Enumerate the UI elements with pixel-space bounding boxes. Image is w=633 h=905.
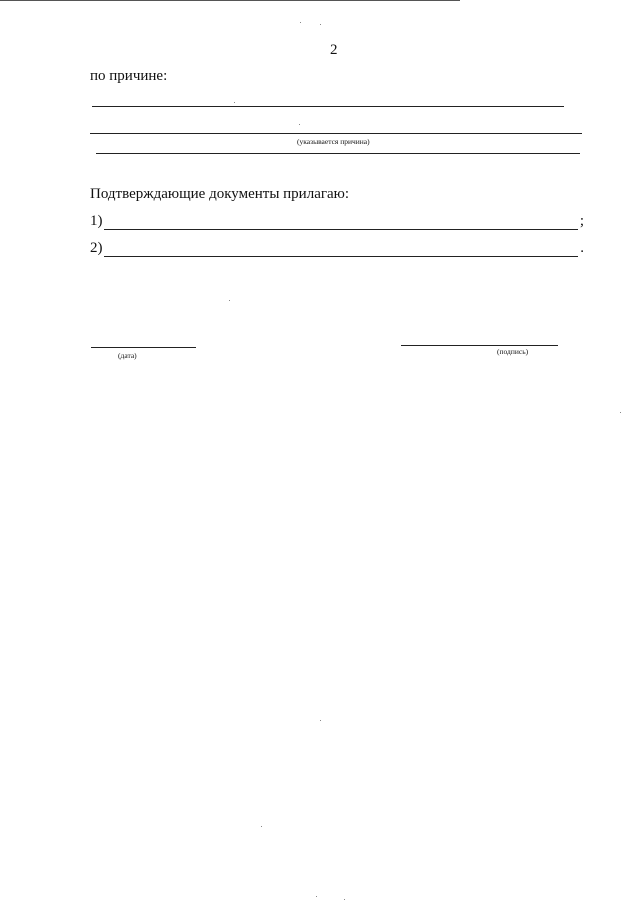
reason-label: по причине: xyxy=(90,68,168,84)
scan-speck xyxy=(320,720,321,721)
reason-caption: (указывается причина) xyxy=(297,137,370,146)
scan-speck xyxy=(299,124,300,125)
reason-blank-line xyxy=(90,133,582,134)
scan-speck xyxy=(229,300,230,301)
documents-heading: Подтверждающие документы прилагаю: xyxy=(90,186,350,202)
signature-caption: (подпись) xyxy=(497,347,529,356)
page-number: 2 xyxy=(330,42,338,58)
signature-blank-line xyxy=(401,345,558,346)
scan-speck xyxy=(234,102,235,103)
scan-speck xyxy=(320,24,321,25)
scan-top-edge xyxy=(0,0,460,1)
document-item-number: 1) xyxy=(90,213,103,229)
date-blank-line xyxy=(91,347,196,348)
document-item xyxy=(90,213,584,233)
document-item-number: 2) xyxy=(90,240,103,256)
scan-speck xyxy=(300,22,301,23)
date-caption: (дата) xyxy=(118,351,137,360)
scan-speck xyxy=(261,826,262,827)
document-item-end: ; xyxy=(579,213,584,229)
reason-blank-line xyxy=(96,153,580,154)
document-item-end: . xyxy=(580,240,584,256)
document-blank-line xyxy=(104,229,578,230)
scan-speck xyxy=(316,896,317,897)
document-blank-line xyxy=(104,256,578,257)
scan-speck xyxy=(620,412,621,413)
reason-blank-line xyxy=(92,106,564,107)
scan-speck xyxy=(344,899,345,900)
document-item xyxy=(90,240,584,260)
